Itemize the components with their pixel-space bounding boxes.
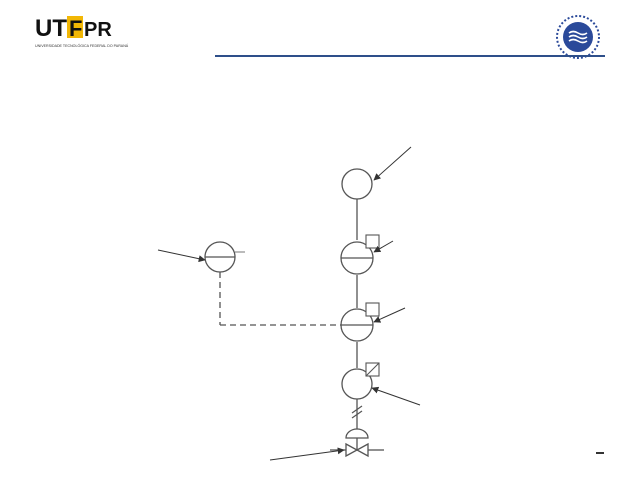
page-marker	[596, 452, 604, 454]
ft-instrument	[342, 169, 372, 199]
svg-text:UNIVERSIDADE TECNOLÓGICA FEDER: UNIVERSIDADE TECNOLÓGICA FEDERAL DO PARANÁ	[35, 44, 129, 48]
svg-text:PR: PR	[84, 19, 112, 41]
function-box	[366, 303, 379, 316]
square-root-function-box	[366, 235, 379, 248]
arrow-controlador	[158, 250, 205, 260]
control-valve	[346, 429, 368, 456]
arrow-conversor	[372, 388, 420, 405]
arrow-valvula	[270, 450, 344, 460]
arrow-transmissor	[374, 147, 411, 180]
svg-text:UT: UT	[35, 15, 67, 42]
svg-text:F: F	[69, 16, 83, 41]
